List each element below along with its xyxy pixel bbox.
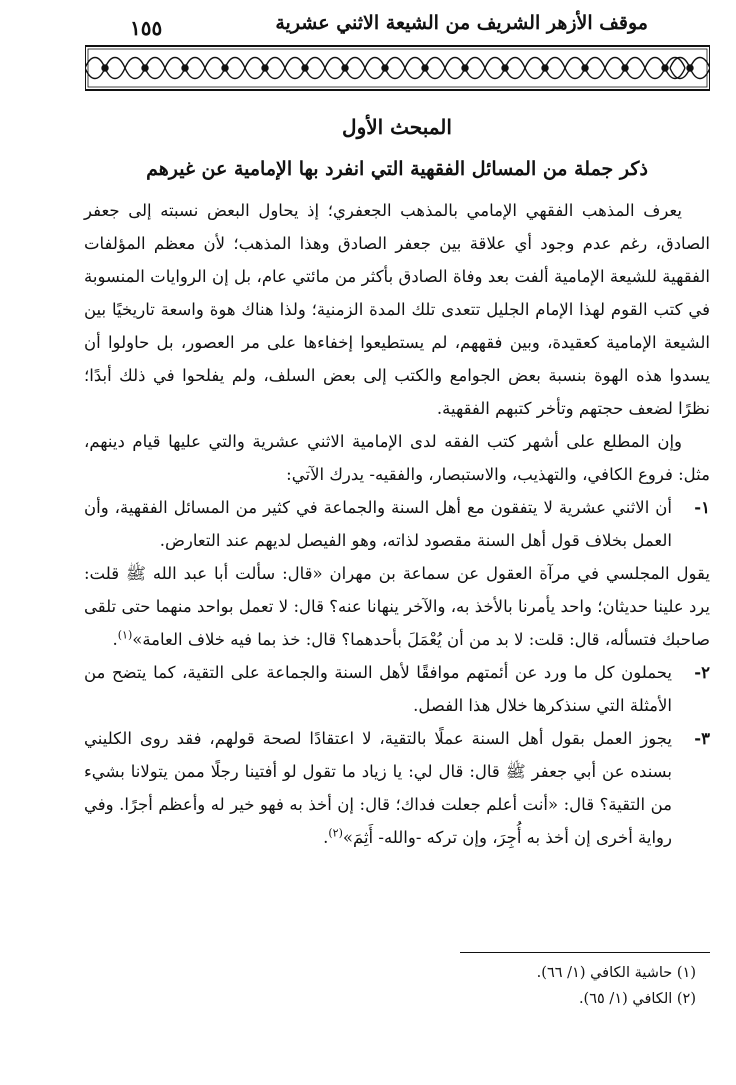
running-header: موقف الأزهر الشريف من الشيعة الاثني عشرية <box>275 12 648 34</box>
footnote-ref-2[interactable]: (٢) <box>328 826 343 840</box>
section-title: المبحث الأول <box>342 115 452 139</box>
item-text: أن الاثني عشرية لا يتفقون مع أهل السنة والجماعة في كثير من المسائل الفقهية، وأن العمل بخلاف قول أهل السنة مقصود لذاته، وهو الفيصل لديهم عند التعارض. <box>84 498 672 550</box>
page-number: ١٥٥ <box>130 16 163 40</box>
footnotes <box>56 960 696 1012</box>
footnote-ref-1[interactable]: (١) <box>117 628 133 642</box>
footnote-2: (٢) الكافي (١/ ٦٥). <box>578 991 696 1007</box>
item-number: ٣- <box>694 729 710 748</box>
footnote-divider <box>460 952 710 953</box>
page-body <box>84 112 710 854</box>
item-text: يحملون كل ما ورد عن أئمتهم موافقًا لأهل السنة والجماعة على التقية، كما يتضح من الأمثلة التي سنذكرها خلال هذا الفصل. <box>84 663 672 715</box>
quote-text: يقول المجلسي في مرآة العقول عن سماعة بن مهران «قال: سألت أبا عبد الله ﷺ قلت: يرد علينا حديثان؛ واحد يأمرنا بالأخذ به، والآخر ينهانا عنه؟ قال: لا تعمل بواحد منهما حتى تلقى صاحبك فتسأله، قال: قلت: لا بد من أن يُعْمَلَ بأحدهما؟ قال: خذ بما فيه خلاف العامة» <box>84 564 710 649</box>
item-text-body: يجوز العمل بقول أهل السنة عملًا بالتقية، لا اعتقادًا لصحة قولهم، فقد روى الكليني بسنده عن أبي جعفر ﷺ قال: قال لي: يا زياد ما تقول لو أفتينا رجلًا ممن يتولانا بشيء من التقية؟ قال: «أنت أعلم جعلت فداك؛ قال: إن أخذ به فهو خير له وأعظم أجرًا. وفي رواية أخرى إن أخذ به أُجِرَ، وإن تركه -والله- أَثِمَ» <box>84 729 672 847</box>
item-number: ١- <box>694 498 710 517</box>
list-item-2 <box>84 656 710 722</box>
decorative-border <box>85 44 710 92</box>
section-subtitle: ذكر جملة من المسائل الفقهية التي انفرد بها الإمامية عن غيرهم <box>146 158 648 180</box>
paragraph-books: وإن المطلع على أشهر كتب الفقه لدى الإمامية الاثني عشرية والتي عليها قيام دينهم، مثل: فروع الكافي، والتهذيب، والاستبصار، والفقيه- يدرك الآتي: <box>84 432 710 484</box>
paragraph-intro: يعرف المذهب الفقهي الإمامي بالمذهب الجعفري؛ إذ يحاول البعض نسبته إلى جعفر الصادق، رغم عدم وجود أي علاقة بين جعفر الصادق وهذا المذهب؛ لأن معظم المؤلفات الفقهية للشيعة الإمامية ألفت بعد وفاة الصادق بأكثر من مائتي عام، بل إن الروايات المنسوبة في كتب القوم لهذا الإمام الجليل تتعدى تلك المدة الزمنية؛ ولذا هناك هوة واسعة تاريخيًا بين الشيعة الإمامية كعقيدة، وبين فقههم، لم يستطيعوا إخفاءها على مر العصور، بل حاولوا أن يسدوا هذه الهوة بنسبة بعض الجوامع والكتب إلى بعض السلف، ولم يفلحوا في ذلك أبدًا؛ نظرًا لضعف حجتهم وتأخر كتبهم الفقهية. <box>84 201 710 418</box>
item-text: يجوز العمل بقول أهل السنة عملًا بالتقية، لا اعتقادًا لصحة قولهم، فقد روى الكليني بسنده عن أبي جعفر ﷺ قال: قال لي: يا زياد ما تقول لو أفتينا رجلًا ممن يتولانا بشيء من التقية؟ قال: «أنت أعلم جعلت فداك؛ قال: إن أخذ به فهو خير له وأعظم أجرًا. وفي رواية أخرى إن أخذ به أُجِرَ، وإن تركه -والله- أَثِمَ»$^{(٢)}$. <box>84 729 672 847</box>
quote-paragraph: يقول المجلسي في مرآة العقول عن سماعة بن مهران «قال: سألت أبا عبد الله ﷺ قلت: يرد علينا حديثان؛ واحد يأمرنا بالأخذ به، والآخر ينهانا عنه؟ قال: لا تعمل بواحد منهما حتى تلقى صاحبك فتسأله، قال: قلت: لا بد من أن يُعْمَلَ بأحدهما؟ قال: خذ بما فيه خلاف العامة»$^{(١)}$. <box>84 564 710 649</box>
list-item-3 <box>84 722 710 854</box>
list-item-1 <box>84 491 710 557</box>
item-number: ٢- <box>694 663 710 682</box>
footnote-1: (١) حاشية الكافي (١/ ٦٦). <box>536 965 696 981</box>
